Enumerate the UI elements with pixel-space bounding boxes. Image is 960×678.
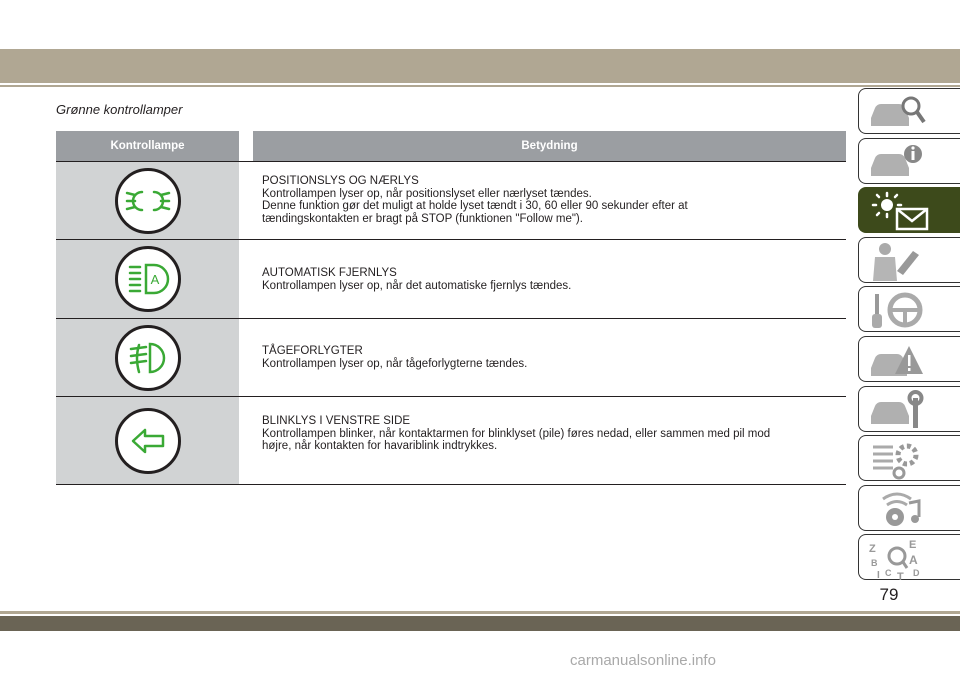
svg-text:I: I	[877, 570, 880, 581]
car-search-icon	[867, 92, 927, 132]
top-color-band	[0, 49, 960, 83]
tab-maintenance[interactable]	[858, 386, 960, 432]
svg-text:A: A	[150, 272, 159, 287]
table-row: BLINKLYS I VENSTRE SIDE Kontrollampen blinker, når kontaktarmen for blinklyset (pile) føres nedad, eller sammen med pil mod højre, når kontakten for havariblink indtrykkes.	[56, 397, 846, 485]
tab-index[interactable]	[858, 534, 960, 580]
tab-warning-lights[interactable]	[858, 187, 960, 233]
top-rule	[0, 85, 960, 87]
bottom-rule	[0, 611, 960, 614]
warning-light-message-icon	[867, 191, 937, 233]
index-search-icon	[867, 538, 927, 580]
page-number: 79	[879, 585, 899, 604]
watermark: carmanualsonline.info	[570, 652, 716, 669]
left-turn-signal-icon	[130, 427, 166, 455]
automatic-high-beam-icon	[126, 262, 170, 296]
svg-text:A: A	[909, 553, 918, 568]
indicator-table	[56, 131, 846, 485]
svg-text:T: T	[897, 571, 904, 581]
tab-specifications[interactable]	[858, 435, 960, 481]
header-icon-column: Kontrollampe	[110, 140, 185, 152]
table-row: POSITIONSLYS OG NÆRLYS Kontrollampen lyser op, når positionslyset eller nærlyset tændes. Denne funktion gør det muligt at holde lyset tændt i 30, 60 eller 90 sekunder efter at tændingskontakten er bragt på STOP (funktionen "Follow me").	[56, 161, 846, 240]
svg-text:D: D	[913, 568, 920, 579]
tab-multimedia[interactable]	[858, 485, 960, 531]
table-row: A AUTOMATISK FJERNLYS Kontrollampen lyser op, når det automatiske fjernlys tændes.	[56, 240, 846, 319]
svg-text:Z: Z	[869, 543, 876, 556]
multimedia-icon	[867, 489, 927, 531]
tab-emergency[interactable]	[858, 336, 960, 382]
svg-text:C: C	[885, 568, 892, 579]
svg-text:B: B	[871, 558, 878, 569]
position-lights-icon	[124, 186, 172, 216]
car-warning-icon	[867, 340, 927, 382]
tab-driving[interactable]	[858, 286, 960, 332]
car-info-icon	[867, 142, 927, 182]
section-title: Grønne kontrollamper	[56, 102, 183, 117]
chapter-tabs	[858, 88, 960, 584]
tab-safety[interactable]	[858, 237, 960, 283]
tab-car-search[interactable]	[858, 88, 960, 134]
row-title: POSITIONSLYS OG NÆRLYS	[262, 175, 419, 187]
fog-light-icon	[128, 341, 168, 375]
bottom-color-band	[0, 616, 960, 631]
specs-gear-icon	[867, 439, 927, 481]
header-text-column: Betydning	[521, 140, 578, 152]
row-title: BLINKLYS I VENSTRE SIDE	[262, 415, 411, 427]
tab-car-info[interactable]	[858, 138, 960, 184]
row-title: AUTOMATISK FJERNLYS	[262, 267, 397, 279]
row-title: TÅGEFORLYGTER	[262, 345, 363, 357]
svg-text:E: E	[909, 539, 917, 552]
table-header	[56, 131, 846, 161]
car-wrench-icon	[867, 390, 927, 432]
table-row: TÅGEFORLYGTER Kontrollampen lyser op, når tågeforlygterne tændes.	[56, 319, 846, 397]
safety-person-icon	[867, 241, 927, 283]
steering-wheel-key-icon	[867, 290, 927, 332]
